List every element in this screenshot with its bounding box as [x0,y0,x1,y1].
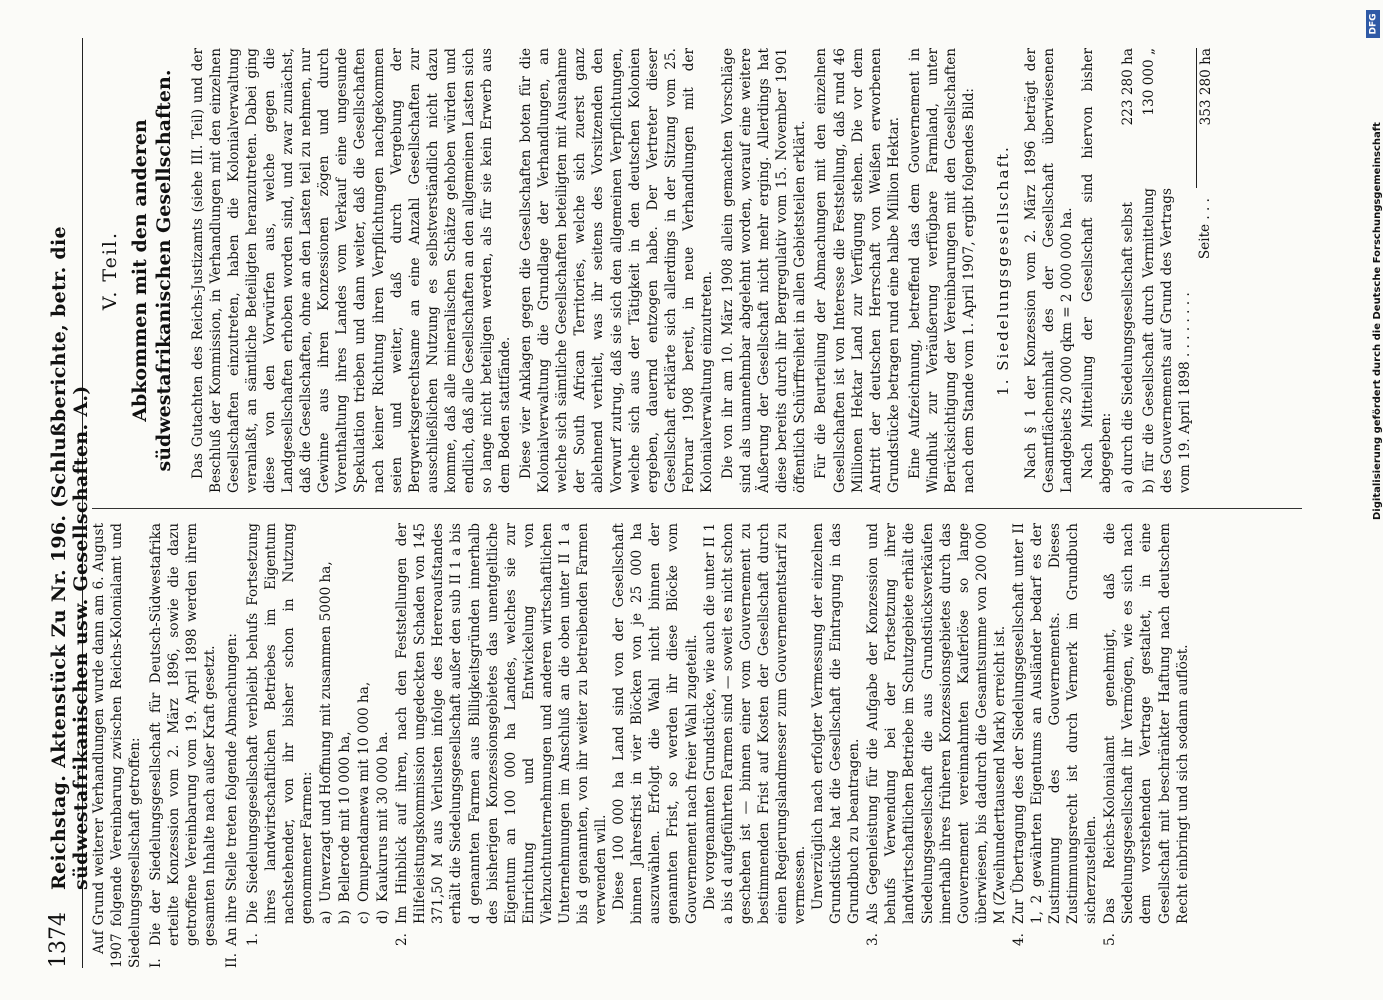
subitem-text: Die Siedelungsgesellschaft verbleibt behufs Fortsetzung ihres landwirtschaftlichen Betriebes im Eigentum nachstehender, von ihr bisher schon in Nutzung genommener Farmen: [244,523,315,924]
digitization-note: Digitalisierung gefördert durch die Deutsche Forschungsgemeinschaft [1372,122,1383,520]
subitem-paragraph: Unverzüglich nach erfolgter Vermessung der einzelnen Grundstücke hat die Gesellschaft die Eintragung in das Grundbuch zu beantragen. [810,523,863,924]
row-label: b) für die Gesellschaft durch Vermittelung des Gouvernements auf Grund des Vertrags vom 19. April 1898 . . . . . . . . [1140,188,1193,493]
paragraph: Das Gutachten des Reichs-Justizamts (siehe III. Teil) und der Beschluß der Kommission, in Verhandlungen mit den einzelnen Gesellschaften einzutreten, haben die Kolonialverwaltung veranlaßt, an sämtliche Beteiligten heranzutreten. Dabei ging diese von den Vorwürfen aus, welche gegen die Landgesellschaften erhoben worden sind, und zwar zunächst, daß die Gesellschaften, ohne an den Lasten teil zu nehmen, nur Gewinne aus ihren Konzessionen zögen und durch Vorenthaltung ihres Landes vom Verkauf eine ungesunde Spekulation trieben und dann weiter, daß die Gesellschaften nach keiner Richtung ihren Verpflichtungen nachgekommen seien und weiter, daß durch Vergebung der Bergwerksgerechtsame an eine Anzahl Gesellschaften zur ausschließlichen Nutzung es selbstverständlich nicht dazu komme, daß alle mineralischen Schätze gehoben würden und endlich, daß alle Gesellschaften an den allgemeinen Lasten sich so lange nicht beteiligen werden, als für sie kein Erwerb aus dem Boden stattfände. [189,48,514,493]
table-row [1140,48,1194,493]
paragraph: Nach Mitteilung der Gesellschaft sind hiervon bisher abgegeben: [1080,48,1115,493]
page-title: Reichstag. Aktenstück Zu Nr. 196. (Schlußberichte, betr. die südwestafrikanischen usw. Gesellschaften. A.) [48,226,92,890]
part-subtitle: Abkommen mit den anderen südwestafrikanischen Gesellschaften. [129,69,176,472]
subitem-text: Als Gegenleistung für die Aufgabe der Konzession und behufs Verwendung bei der Fortsetzung ihrer landwirtschaftlichen Betriebe im Schutzgebiete erhält die Siedelungsgesellschaft die aus Grundstücksverkäufen innerhalb ihres früheren Konzessionsgebietes durch das Gouvernement vereinnahmten Kauferlöse so lange überwiesen, bis dadurch die Gesamtsumme von 200 000 M (Zweihunderttausend Mark) erreicht ist. [865,523,1008,924]
farm-item [374,523,392,924]
area-table [1119,48,1214,493]
item-text: Die der Siedelungsgesellschaft für Deutsch-Südwestafrika erteilte Konzession vom 2. März 1896, sowie die dazu getroffene Vereinbarung vom 19. April 1898 werden ihrem gesamten Inhalte nach außer Kraft gesetzt. [148,523,219,946]
right-column [90,48,1310,493]
row-amount: 130 000 „ [1140,48,1157,116]
paragraph: Die von ihr am 10. März 1908 allein gemachten Vorschläge sind als unannehmbar abgelehnt worden, worauf eine weitere Äußerung der Gesellschaft nicht mehr erging. Allerdings hat diese bereits durch ihr Bergregulativ vom 15. November 1901 öffentlich Schürffreiheit in allen Gebietsteilen erklärt. [720,48,809,493]
paragraph: Eine Aufzeichnung, betreffend das dem Gouvernement in Windhuk zur Veräußerung verfügbare Farmland, unter Berücksichtigung der Vereinbarungen mit den Gesellschaften nach dem Stande vom 1. April 1907, ergibt folgendes Bild: [906,48,978,493]
page-header [46,38,92,968]
list-subitem [244,523,316,946]
item-number: I. [148,958,165,968]
paragraph: Diese vier Anklagen gegen die Gesellschaften boten für die Kolonialverwaltung die Grundlage der Verhandlungen, an welche sich sämtliche Gesellschaften beteiligten mit Ausnahme der South African Territories, welche sich zuerst ganz ablehnend verhielt, was ihr seitens des Vorsitzenden den Vorwurf zutrug, daß sie sich den allgemeinen Verpflichtungen, welche sich aus der Tätigkeit in den deutschen Kolonien ergeben, dauernd entzogen habe. Der Vertreter dieser Gesellschaft erklärte sich allerdings in der Sitzung vom 25. Februar 1908 bereit, in neue Verhandlungen mit der Kolonialverwaltung einzutreten. [518,48,715,493]
section-title: 1. Siedelungsgesellschaft. [994,145,1013,396]
farm-text: Kaukurus mit 30 000 ha. [375,731,392,902]
subitem-number: 2. [394,933,411,946]
left-column [90,523,1310,968]
subitem-text: Das Reichs-Kolonialamt genehmigt, daß die Siedelungsgesellschaft ihr Vermögen, wie es sich nach dem vorstehenden Vertrage gestaltet, in eine Gesellschaft mit beschränkter Haftung nach deutschem Recht einbringt und sich sodann auflöst. [1102,523,1191,924]
farm-letter: c) [356,911,373,924]
subitem-paragraph: Diese 100 000 ha Land sind von der Gesellschaft binnen Jahresfrist in vier Blöcken von je 25 000 ha auszuwählen. Erfolgt die Wahl nicht binnen der genannten Frist, so werden ihr diese Blöcke vom Gouvernement nach freier Wahl zugeteilt. [611,523,700,924]
subitem-text: Im Hinblick auf ihren, nach den Feststellungen der Hilfeleistungskommission ungedeckten Schaden von 145 371,50 M aus Verlusten infolge des Hereroaufstandes erhält die Siedelungsgesellschaft außer den sub II 1 a bis d genannten Farmen aus Billigkeitsgründen innerhalb des bisherigen Konzessionsgebietes das unentgeltliche Eigentum an 100 000 ha Landes, welches sie zur Einrichtung und Entwickelung von Viehzuchtunternehmungen und anderen wirtschaftlichen Unternehmungen im Anschluß an die oben unter II 1 a bis d genannten, von ihr weiter zu betreibenden Farmen verwenden will. [394,523,610,924]
dfg-logo [1366,10,1380,38]
farm-letter: d) [375,909,392,924]
subitem-body [393,523,863,924]
paragraph: Nach § 1 der Konzession vom 2. März 1896 beträgt der Gesamtflächeninhalt des der Gesellschaft überwiesenen Landgebiets 20 000 qkm = 2 000 000 ha. [1023,48,1076,493]
page-number: 1374 [46,912,71,968]
list-subitem [864,523,1009,946]
farm-letter: b) [337,909,354,924]
item-text: An ihre Stelle treten folgende Abmachungen: [223,633,240,946]
farm-item [355,523,373,924]
subitem-paragraph: Die vorgenannten Grundstücke, wie auch die unter II 1 a bis d aufgeführten Farmen sind — soweit es nicht schon geschehen ist — binnen einer vom Gouvernement zu bestimmenden Frist auf Kosten der Gesellschaft durch einen Regierungslandmesser zum Gouvernementstarif zu vermessen. [701,523,808,924]
farm-text: Bellerode mit 10 000 ha, [337,731,354,902]
column-divider [92,508,1302,509]
row-amount: 223 280 ha [1120,48,1137,126]
farm-item [317,523,335,924]
table-row [1119,48,1137,493]
part-title: V. Teil. [99,230,121,311]
list-subitem [393,523,863,946]
farm-text: Unverzagt und Hoffnung mit zusammen 5000 ha, [317,561,334,902]
farm-letter: a) [317,910,334,924]
subitem-number: 5. [1102,933,1119,946]
rotated-page-content [46,38,1316,968]
item-number: II. [223,952,240,968]
sum-label: Seite . . . [1196,198,1213,260]
paragraph: Für die Beurteilung der Abmachungen mit den einzelnen Gesellschaften ist von Interesse die Feststellung, daß rund 46 Millionen Hektar Land zur Verfügung stehen. Die vor dem Antritt der deutschen Herrschaft von Weißen erworbenen Grundstücke betragen rund eine halbe Million Hektar. [813,48,902,493]
farm-text: Omupendamewa mit 10 000 ha, [356,681,373,902]
list-subitem [1010,523,1100,946]
list-subitem [1101,523,1191,946]
subitem-text: Zur Übertragung des der Siedelungsgesellschaft unter II 1, 2 gewährten Eigentums an Ausländer bedarf es der Zustimmung des Gouvernements. Dieses Zustimmungsrecht ist durch Vermerk im Grundbuch sicherzustellen. [1010,523,1100,924]
subitem-number: 1. [244,933,261,946]
farm-item [336,523,354,924]
intro-paragraph: Auf Grund weiterer Verhandlungen wurde dann am 6. August 1907 folgende Vereinbarung zwischen Reichs-Kolonialamt und Siedelungsgesellschaft getroffen: [91,523,144,968]
subitem-number: 4. [1010,933,1027,946]
list-item [147,523,219,968]
logo-text: DFG [1368,13,1379,35]
sum-amount: 353 280 ha [1196,48,1215,188]
table-sum-row [1196,48,1215,493]
row-label: a) durch die Siedelungsgesellschaft selbst [1120,201,1137,493]
list-item [223,523,241,968]
text-columns [90,38,1310,968]
subitem-number: 3. [865,933,882,946]
